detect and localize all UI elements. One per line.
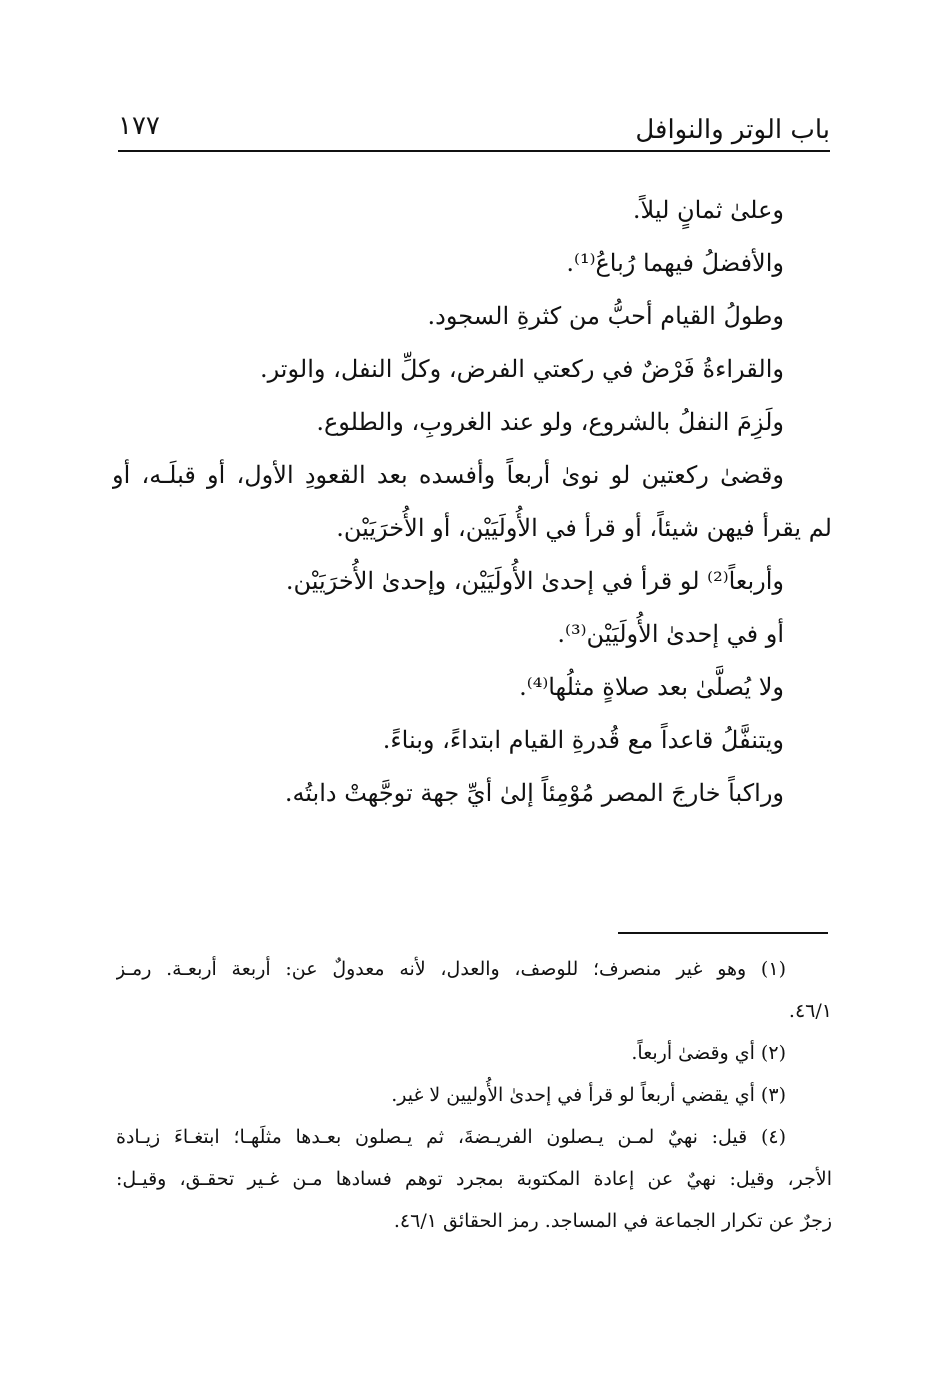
text-line: والأفضلُ فيهما رُباعُ⁽¹⁾.	[566, 249, 784, 277]
footnote-line: (٢) أي وقضىٰ أربعاً.	[631, 1042, 786, 1064]
text-line: ويتنفَّلُ قاعداً مع قُدرةِ القيام ابتداءً، وبناءً.	[382, 726, 784, 754]
footnote-divider	[618, 932, 828, 934]
page-header	[118, 104, 830, 148]
footnote-line: (٣) أي يقضي أربعاً لو قرأ في إحدىٰ الأُوليين لا غير.	[391, 1084, 786, 1106]
footnotes	[116, 948, 832, 1242]
text-line: وأربعاً⁽²⁾ لو قرأ في إحدىٰ الأُولَيَيْن، وإحدىٰ الأُخرَيَيْن.	[285, 567, 784, 595]
text-line: ولا يُصلَّىٰ بعد صلاةٍ مثلُها⁽⁴⁾.	[519, 673, 784, 701]
footnote-line: ٤٦/١.	[788, 1000, 832, 1022]
text-line: أو في إحدىٰ الأُولَيَيْن⁽³⁾.	[557, 620, 784, 648]
text-line: ولَزِمَ النفلُ بالشروع، ولو عند الغروبِ، والطلوع.	[316, 408, 784, 436]
chapter-title: باب الوتر والنوافل	[635, 115, 830, 145]
text-line: وقضىٰ ركعتين لو نوىٰ أربعاً وأفسده بعد القعودِ الأول، أو قبلَـه، أو	[112, 461, 784, 489]
footnote-line: زجرٌ عن تكرار الجماعة في المساجد. رمز الحقائق ٤٦/١.	[393, 1210, 832, 1232]
main-text	[112, 184, 832, 820]
text-line: لم يقرأ فيهن شيئاً، أو قرأ في الأُولَيَيْن، أو الأُخرَيَيْن.	[336, 514, 832, 542]
header-divider	[118, 150, 830, 152]
text-line: وطولُ القيام أحبُّ من كثرةِ السجود.	[427, 302, 784, 330]
footnote-line: الأجر، وقيل: نهيٌ عن إعادة المكتوبة بمجرد توهم فسادها مـن غـير تحقـق، وقيـل:	[116, 1168, 832, 1190]
text-line: وراكباً خارجَ المصر مُوْمِئاً إلىٰ أيِّ جهة توجَّهتْ دابتُه.	[284, 779, 784, 807]
text-line: والقراءةُ فَرْضٌ في ركعتي الفرض، وكلِّ النفل، والوتر.	[259, 355, 784, 383]
page-number: ١٧٧	[118, 111, 160, 141]
footnote-line: (٤) قيل: نهيٌ لمـن يـصلون الفريـضةَ، ثم يـصلون بعـدها مثلَهـا؛ ابتغـاءَ زيـادة	[116, 1126, 786, 1148]
footnote-line: (١) وهو غير منصرف؛ للوصف، والعدل، لأنه معدولٌ عن: أربعة أربعـة. رمـز	[116, 958, 786, 980]
text-line: وعلىٰ ثمانٍ ليلاً.	[632, 196, 784, 224]
